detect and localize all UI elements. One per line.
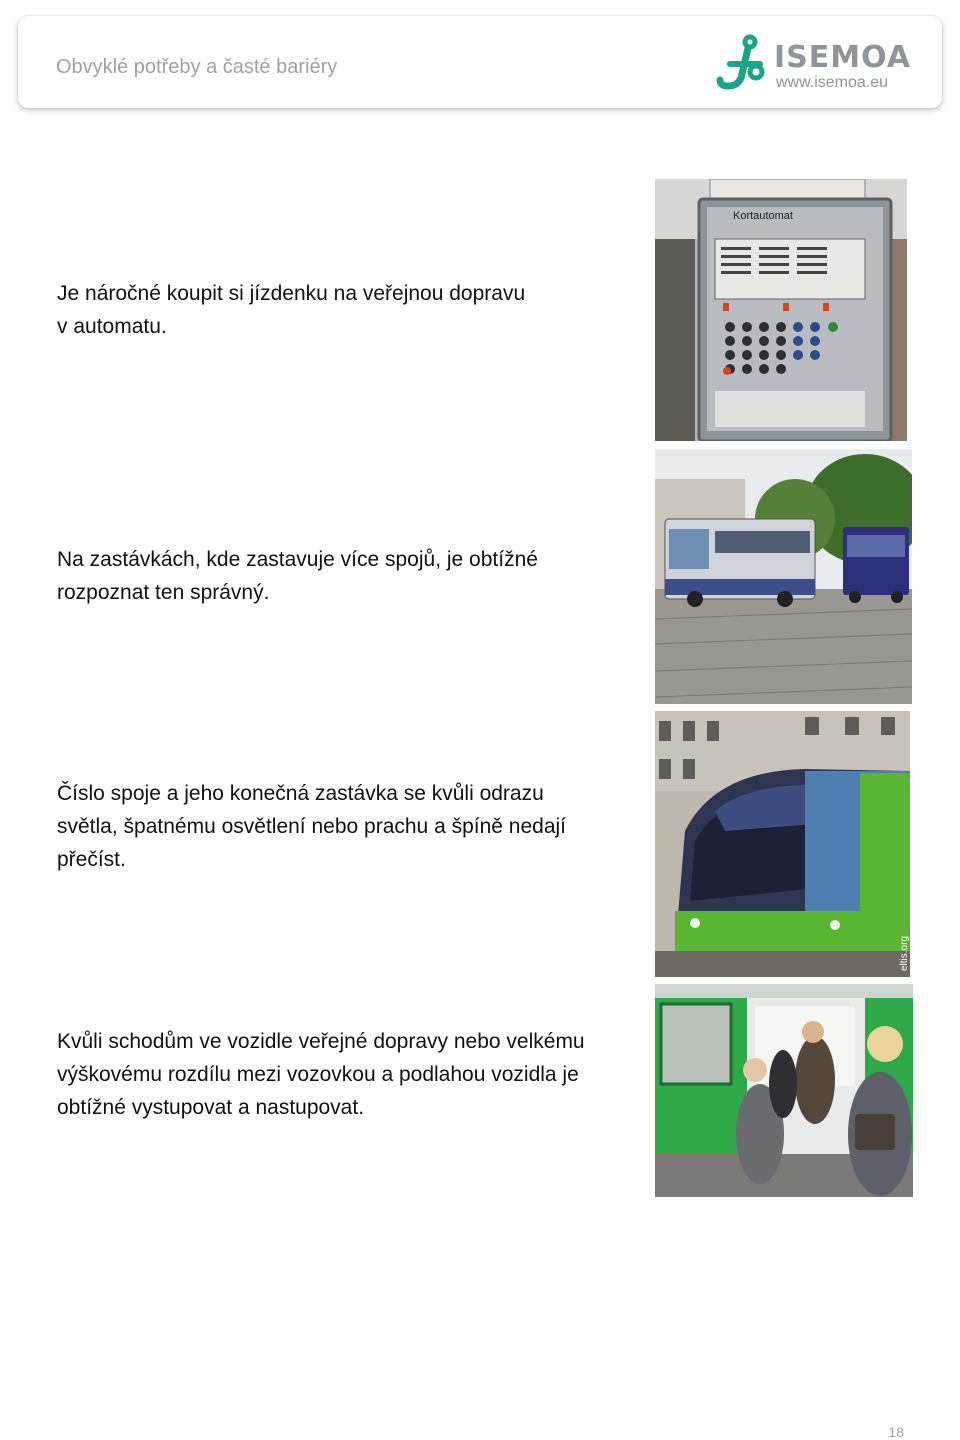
paragraph-ticket-machine: Je náročné koupit si jízdenku na veřejnou dopravu v automatu. [57,282,526,338]
tram-photo-credit: eltis.org [899,935,910,971]
tram-photo [655,711,910,977]
logo-url: www.isemoa.eu [776,74,889,91]
page-header [18,16,942,108]
isemoa-logo-icon [714,34,774,98]
logo-name: ISEMOA [774,40,912,75]
boarding-photo [655,984,913,1197]
ticket-machine-photo [655,179,907,441]
isemoa-logo [714,34,912,98]
header-title: Obvyklé potřeby a časté bariéry [56,56,338,78]
bus-stop-photo [655,449,912,704]
paragraph-steps: Kvůli schodům ve vozidle veřejné dopravy nebo velkému výškovému rozdílu mezi vozovkou a podlahou vozidla je obtížné vystupovat a nastupovat. [57,1030,585,1119]
paragraph-route-number: Číslo spoje a jeho konečná zastávka se kvůli odrazu světla, špatnému osvětlení nebo prachu a špíně nedají přečíst. [57,782,567,871]
ticket-machine-heading: Kortautomat [733,210,793,222]
paragraph-bus-stops: Na zastávkách, kde zastavuje více spojů, je obtížné rozpoznat ten správný. [57,548,538,604]
page-number: 18 [888,1424,904,1440]
